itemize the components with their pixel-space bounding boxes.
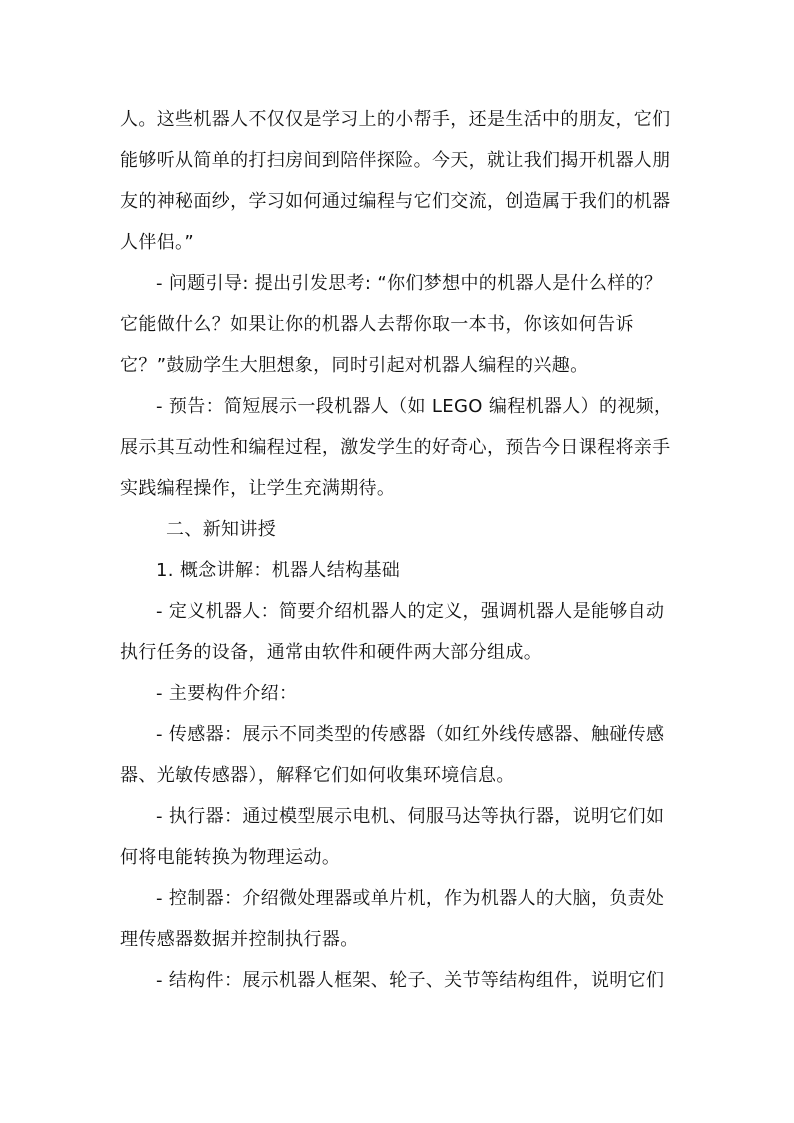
paragraph-line: 理传感器数据并控制执行器。 — [120, 929, 359, 950]
paragraph-line: 人伴侣。” — [120, 232, 195, 253]
paragraph-line: 执行任务的设备，通常由软件和硬件两大部分组成。 — [120, 642, 543, 663]
body-text — [120, 99, 680, 1001]
paragraph-line: 它能做什么？如果让你的机器人去帮你取一本书，你该如何告诉 — [120, 314, 634, 335]
paragraph-line: 人。这些机器人不仅仅是学习上的小帮手，还是生活中的朋友，它们 — [120, 109, 671, 130]
paragraph-line: - 主要构件介绍： — [156, 683, 298, 704]
paragraph-line: - 问题引导: 提出引发思考: “你们梦想中的机器人是什么样的？ — [156, 273, 663, 294]
section-heading: 二、新知讲授 — [166, 519, 277, 540]
paragraph-line: - 执行器：通过模型展示电机、伺服马达等执行器，说明它们如 — [156, 806, 665, 827]
paragraph-line: 器、光敏传感器），解释它们如何收集环境信息。 — [120, 765, 515, 786]
paragraph-line: - 控制器：介绍微处理器或单片机，作为机器人的大脑，负责处 — [156, 888, 665, 909]
subsection-heading: 1. 概念讲解：机器人结构基础 — [156, 560, 401, 581]
paragraph-line: 能够听从简单的打扫房间到陪伴探险。今天，就让我们揭开机器人朋 — [120, 150, 671, 171]
paragraph-line: 友的神秘面纱，学习如何通过编程与它们交流，创造属于我们的机器 — [120, 191, 671, 212]
paragraph-line: 实践编程操作，让学生充满期待。 — [120, 478, 396, 499]
paragraph-line: 展示其互动性和编程过程，激发学生的好奇心，预告今日课程将亲手 — [120, 437, 671, 458]
paragraph-line: - 预告：简短展示一段机器人（如 LEGO 编程机器人）的视频， — [156, 396, 673, 417]
paragraph-line: - 结构件：展示机器人框架、轮子、关节等结构组件，说明它们 — [156, 970, 665, 991]
paragraph-line: - 定义机器人：简要介绍机器人的定义，强调机器人是能够自动 — [156, 601, 665, 622]
paragraph-line: 它？”鼓励学生大胆想象，同时引起对机器人编程的兴趣。 — [120, 355, 589, 376]
paragraph-line: - 传感器：展示不同类型的传感器（如红外线传感器、触碰传感 — [156, 724, 665, 745]
paragraph-line: 何将电能转换为物理运动。 — [120, 847, 341, 868]
